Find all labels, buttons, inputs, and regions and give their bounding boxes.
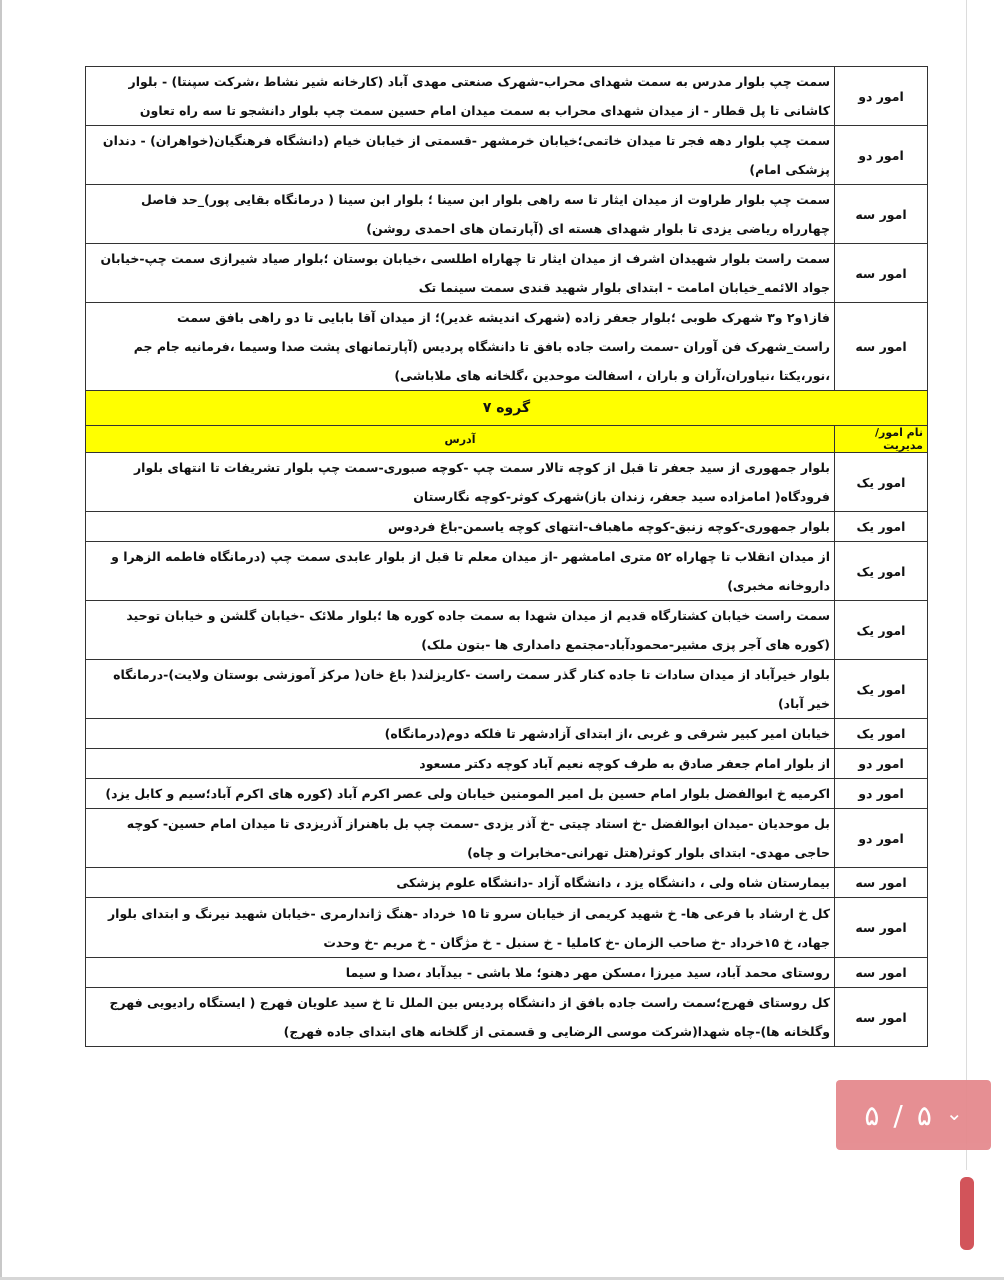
chevron-down-icon[interactable]: ⌄ [945,1101,963,1125]
unit-cell: امور یک [835,512,928,542]
table-row [86,67,928,126]
address-cell: خیابان امیر کبیر شرقی و غربی ،از ابتدای آزادشهر تا فلکه دوم(درمانگاه) [86,719,835,749]
table-row [86,749,928,779]
unit-cell: امور سه [835,958,928,988]
table-row [86,660,928,719]
unit-cell: امور یک [835,601,928,660]
table-row [86,303,928,391]
address-cell: کل خ ارشاد با فرعی ها- خ شهید کریمی از خیابان سرو تا ۱۵ خرداد -هنگ ژاندارمری -خیابان شهید نیرنگ و ابتدای بلوار جهاد، خ ۱۵خرداد -خ صاحب الزمان -خ کاملیا - خ سنبل - خ مژگان - خ مریم -خ وحدت [86,898,835,958]
address-cell: اکرمیه خ ابوالفضل بلوار امام حسین بل امیر المومنین خیابان ولی عصر اکرم آباد (کوره های اکرم آباد؛سیم و کابل یزد) [86,779,835,809]
group-title-row [86,391,928,426]
table-row [86,868,928,898]
page-separator: / [893,1098,903,1132]
unit-cell: امور یک [835,453,928,512]
unit-cell: امور سه [835,185,928,244]
unit-cell: امور سه [835,988,928,1047]
address-cell: بل موحدیان -میدان ابوالفضل -خ استاد چیتی -خ آذر یزدی -سمت چپ بل باهنراز آذریزدی تا میدان امام حسین- کوچه حاجی مهدی- ابتدای بلوار کوثر(هتل تهرانی-مخابرات و چاه) [86,809,835,868]
unit-cell: امور سه [835,868,928,898]
table-row [86,988,928,1047]
outage-schedule-table [85,66,928,1047]
table-row [86,512,928,542]
header-unit: نام امور/مدیریت [835,426,928,453]
table-row [86,779,928,809]
address-cell: روستای محمد آباد، سید میرزا ،مسکن مهر دهنو؛ ملا باشی - بیدآباد ،صدا و سیما [86,958,835,988]
address-cell: سمت راست بلوار شهیدان اشرف از میدان ایثار تا چهاراه اطلسی ،خیابان بوستان ؛بلوار صیاد شیرازی سمت چپ-خیابان جواد الائمه_خیابان امامت - ابتدای بلوار شهید قندی سمت سینما تک [86,244,835,303]
unit-cell: امور دو [835,126,928,185]
address-cell: سمت راست خیابان کشتارگاه قدیم از میدان شهدا به سمت جاده کوره ها ؛بلوار ملائک -خیابان گلشن و خیابان توحید (کوره های آجر پزی مشیر-محمودآباد-مجتمع دامداری ها -بتون ملک) [86,601,835,660]
page-left-edge [0,0,2,1280]
address-cell: سمت چپ بلوار دهه فجر تا میدان خاتمی؛خیابان خرمشهر -قسمتی از خیابان خیام (دانشگاه فرهنگیان(خواهران) - دندان پزشکی امام) [86,126,835,185]
scroll-track [966,0,967,1170]
page-total: ۵ [864,1098,880,1132]
address-cell: بلوار جمهوری-کوچه زنبق-کوچه ماهباف-انتهای کوچه یاسمن-باغ فردوس [86,512,835,542]
table-row [86,126,928,185]
unit-cell: امور دو [835,809,928,868]
table-row [86,542,928,601]
table-row [86,244,928,303]
address-cell: از میدان انقلاب تا چهاراه ۵۲ متری امامشهر -از میدان معلم تا قبل از بلوار عابدی سمت چپ (درمانگاه فاطمه الزهرا و داروخانه مخبری) [86,542,835,601]
unit-cell: امور یک [835,660,928,719]
page-current: ۵ [916,1098,932,1132]
table-row [86,719,928,749]
table-row [86,898,928,958]
table-row [86,601,928,660]
page-indicator-button[interactable] [836,1080,991,1150]
unit-cell: امور یک [835,542,928,601]
table-row [86,809,928,868]
unit-cell: امور سه [835,898,928,958]
address-cell: سمت چپ بلوار طراوت از میدان ایثار تا سه راهی بلوار ابن سینا ؛ بلوار ابن سینا ( درمانگاه بقایی پور)_حد فاصل چهارراه ریاضی یزدی تا بلوار شهدای هسته ای (آپارتمان های احمدی روشن) [86,185,835,244]
header-address: آدرس [86,426,835,453]
address-cell: از بلوار امام جعفر صادق به طرف کوچه نعیم آباد کوچه دکتر مسعود [86,749,835,779]
address-cell: بیمارستان شاه ولی ، دانشگاه یزد ، دانشگاه آزاد -دانشگاه علوم پزشکی [86,868,835,898]
address-cell: بلوار جمهوری از سید جعفر تا قبل از کوچه تالار سمت چپ -کوچه صبوری-سمت چپ بلوار تشریفات تا انتهای بلوار فرودگاه( امامزاده سید جعفر، زندان باز)شهرک کوثر-کوچه نگارستان [86,453,835,512]
address-cell: سمت چپ بلوار مدرس به سمت شهدای محراب-شهرک صنعتی مهدی آباد (کارخانه شیر نشاط ،شرکت سپنتا) - بلوار کاشانی تا پل قطار - از میدان شهدای محراب به سمت میدان امام حسین سمت چپ بلوار دانشجو تا سه راه تعاون [86,67,835,126]
unit-cell: امور سه [835,244,928,303]
table-row [86,185,928,244]
unit-cell: امور دو [835,67,928,126]
address-cell: کل روستای فهرج؛سمت راست جاده بافق از دانشگاه پردیس بین الملل تا خ سید علویان فهرج ( ایستگاه رادیویی فهرج وگلخانه ها)-چاه شهدا(شرکت موسی الرضایی و قسمتی از گلخانه های ابتدای جاده فهرج) [86,988,835,1047]
table-row [86,958,928,988]
address-cell: فاز۱و۲ و۳ شهرک طوبی ؛بلوار جعفر زاده (شهرک اندیشه غدیر)؛ از میدان آقا بابایی تا دو راهی بافق سمت راست_شهرک فن آوران -سمت راست جاده بافق تا دانشگاه پردیس (آپارتمانهای پشت صدا وسیما ،فرمانیه جام جم ،نور،یکتا ،نیاوران،آران و باران ، اسفالت موحدین ،گلخانه های ملاباشی) [86,303,835,391]
column-header-row [86,426,928,453]
unit-cell: امور دو [835,749,928,779]
group-title: گروه ۷ [86,391,928,426]
address-cell: بلوار خیرآباد از میدان سادات تا جاده کنار گذر سمت راست -کاریزلند( باغ خان( مرکز آموزشی بوستان ولایت)-درمانگاه خیر آباد) [86,660,835,719]
unit-cell: امور یک [835,719,928,749]
table-row [86,453,928,512]
scrollbar-thumb[interactable] [960,1177,974,1250]
unit-cell: امور دو [835,779,928,809]
unit-cell: امور سه [835,303,928,391]
